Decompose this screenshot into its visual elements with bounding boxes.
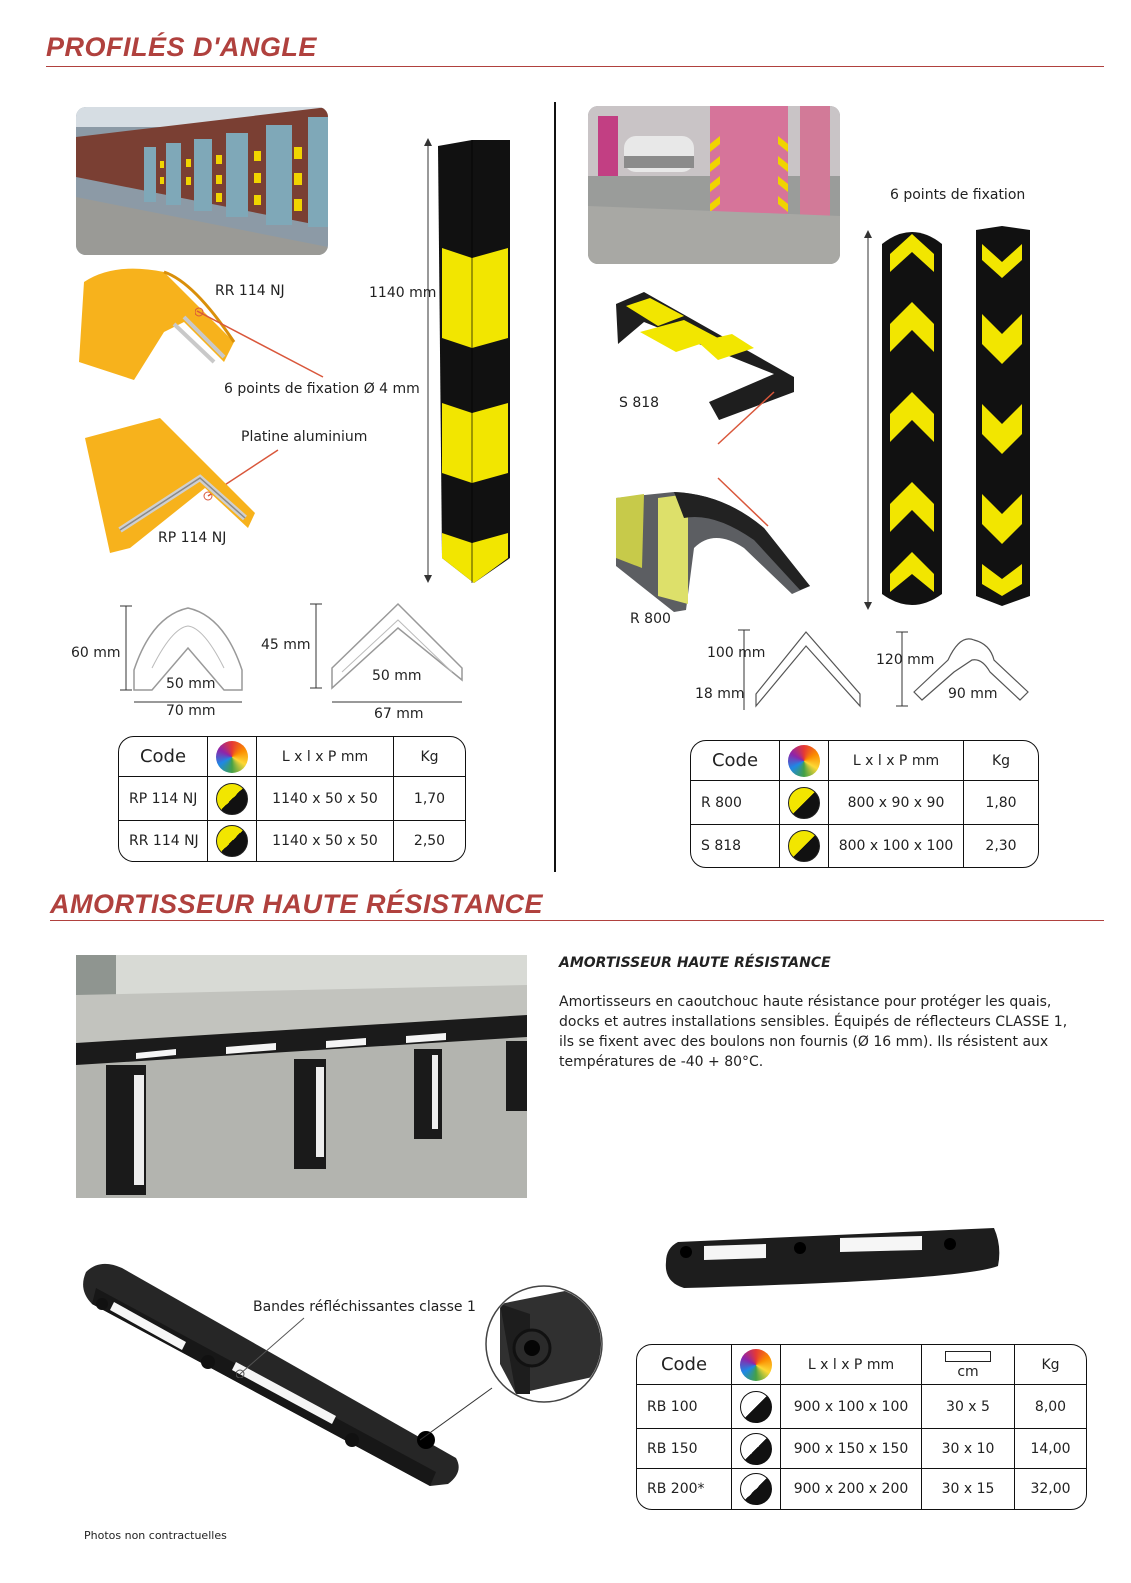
row-kg: 1,80 <box>964 781 1038 825</box>
row-kg: 8,00 <box>1015 1385 1086 1429</box>
yellow-black-swatch-icon <box>216 825 248 857</box>
header-code: Code <box>691 741 780 781</box>
r800-dim-width: 90 mm <box>948 686 998 702</box>
header-cm-label: cm <box>957 1364 979 1380</box>
right-spec-table <box>690 740 1039 868</box>
fixation-label-right: 6 points de fixation <box>890 187 1026 203</box>
row-code: RR 114 NJ <box>119 821 208 861</box>
r800-label: R 800 <box>630 611 671 627</box>
fixation-leader-line <box>195 305 325 380</box>
color-header <box>732 1345 781 1385</box>
rr-tall-profile <box>436 138 512 584</box>
white-black-swatch-icon <box>740 1391 772 1423</box>
row-dims: 900 x 100 x 100 <box>781 1385 922 1429</box>
bumper-detail-circle <box>420 1284 606 1444</box>
section-title-amortisseur: AMORTISSEUR HAUTE RÉSISTANCE <box>50 889 544 919</box>
color-wheel-icon <box>216 741 248 773</box>
header-code: Code <box>119 737 208 777</box>
s818-label: S 818 <box>619 395 660 411</box>
rr-label: RR 114 NJ <box>215 283 285 299</box>
row-code: RB 100 <box>637 1385 732 1429</box>
header-code: Code <box>637 1345 732 1385</box>
row-dims: 1140 x 50 x 50 <box>257 821 394 861</box>
table-row <box>691 825 1038 867</box>
table-row <box>637 1429 1086 1469</box>
section-rule <box>50 920 1104 921</box>
parking-photo <box>588 106 840 264</box>
table-row <box>119 777 465 821</box>
white-black-swatch-icon <box>740 1473 772 1505</box>
footnote: Photos non contractuelles <box>84 1529 227 1542</box>
rr-dim-height: 60 mm <box>71 645 121 661</box>
row-cm: 30 x 10 <box>922 1429 1015 1469</box>
table-header-row <box>119 737 465 777</box>
color-wheel-icon <box>740 1349 772 1381</box>
rp-section-drawing <box>302 598 470 710</box>
height-dimension-line-right <box>862 230 874 610</box>
section-title-profiles: PROFILÉS D'ANGLE <box>46 32 317 62</box>
r800-profile-illustration <box>614 488 814 612</box>
row-kg: 2,30 <box>985 838 1017 854</box>
bumper-photo-small <box>664 1226 1002 1292</box>
garage-photo <box>76 107 328 255</box>
row-color <box>732 1385 781 1429</box>
rr-dim-width: 70 mm <box>166 703 216 719</box>
row-dims: 900 x 200 x 200 <box>781 1469 922 1509</box>
row-dims: 1140 x 50 x 50 <box>257 777 394 821</box>
row-color <box>732 1469 781 1509</box>
amortisseur-description: Amortisseurs en caoutchouc haute résistance pour protéger les quais, docks et autres installations sensibles. Équipés de réflecteurs CLASSE 1, ils se fixent avec des boulons non fournis (Ø 16 mm). Ils résistent aux températures de -40 + 80°C. <box>559 994 1068 1070</box>
row-dims: 900 x 150 x 150 <box>781 1429 922 1469</box>
color-header <box>780 741 829 781</box>
white-black-swatch-icon <box>740 1433 772 1465</box>
fixation-label-left: 6 points de fixation Ø 4 mm <box>224 381 420 397</box>
rr-dim-inner: 50 mm <box>166 676 216 692</box>
row-dims: 800 x 90 x 90 <box>829 781 964 825</box>
s818-section-drawing <box>736 624 876 716</box>
header-dims: L x l x P mm <box>781 1345 922 1385</box>
column-divider <box>554 102 556 872</box>
r800-chevron-profile <box>972 224 1034 608</box>
amortisseur-spec-table <box>636 1344 1087 1510</box>
row-cm: 30 x 15 <box>922 1469 1015 1509</box>
row-color <box>732 1429 781 1469</box>
header-dims: L x l x P mm <box>257 737 394 777</box>
yellow-black-swatch-icon <box>788 830 820 862</box>
rp-label: RP 114 NJ <box>158 530 227 546</box>
color-header <box>208 737 257 777</box>
yellow-black-swatch-icon <box>216 783 248 815</box>
row-code: RB 150 <box>637 1429 732 1469</box>
bands-label: Bandes réfléchissantes classe 1 <box>253 1299 476 1315</box>
height-label: 1140 mm <box>369 285 437 301</box>
row-code: RP 114 NJ <box>119 777 208 821</box>
s818-dim-thickness: 18 mm <box>695 686 745 702</box>
row-kg: 2,50 <box>413 833 446 849</box>
rp-dim-height: 45 mm <box>261 637 311 653</box>
reflector-size-icon <box>945 1351 991 1362</box>
row-kg: 1,70 <box>394 777 465 821</box>
table-row <box>691 781 1038 825</box>
s818-dim-height: 100 mm <box>707 645 766 661</box>
table-row <box>637 1385 1086 1429</box>
yellow-black-swatch-icon <box>788 787 820 819</box>
row-color <box>208 777 257 821</box>
row-code: R 800 <box>691 781 780 825</box>
header-kg: Kg <box>394 737 465 777</box>
s818-chevron-profile <box>878 224 946 608</box>
row-kg: 32,00 <box>1030 1481 1071 1497</box>
table-row <box>637 1469 1086 1509</box>
row-color <box>208 821 257 861</box>
color-wheel-icon <box>788 745 820 777</box>
row-dims: 800 x 100 x 100 <box>829 825 964 867</box>
height-dimension-line <box>422 138 434 583</box>
left-spec-table <box>118 736 466 862</box>
row-color <box>780 781 829 825</box>
bands-leader-line <box>236 1316 306 1378</box>
r800-dim-height: 120 mm <box>876 652 935 668</box>
table-row <box>119 821 465 861</box>
platine-label: Platine aluminium <box>241 429 368 445</box>
rr-section-drawing <box>112 598 252 710</box>
rp-dim-inner: 50 mm <box>372 668 422 684</box>
table-header-row <box>691 741 1038 781</box>
rp-dim-width: 67 mm <box>374 706 424 722</box>
header-kg: Kg <box>1015 1345 1086 1385</box>
header-cm <box>922 1345 1015 1385</box>
row-kg: 14,00 <box>1015 1429 1086 1469</box>
amortisseur-subtitle: AMORTISSEUR HAUTE RÉSISTANCE <box>559 955 831 971</box>
row-code: S 818 <box>691 825 780 867</box>
section-rule <box>46 66 1104 67</box>
row-cm: 30 x 5 <box>922 1385 1015 1429</box>
table-header-row <box>637 1345 1086 1385</box>
row-color <box>780 825 829 867</box>
row-code: RB 200* <box>637 1469 732 1509</box>
dock-photo <box>76 955 527 1198</box>
s818-leader-line <box>716 390 776 446</box>
header-dims: L x l x P mm <box>829 741 964 781</box>
header-kg: Kg <box>964 741 1038 781</box>
